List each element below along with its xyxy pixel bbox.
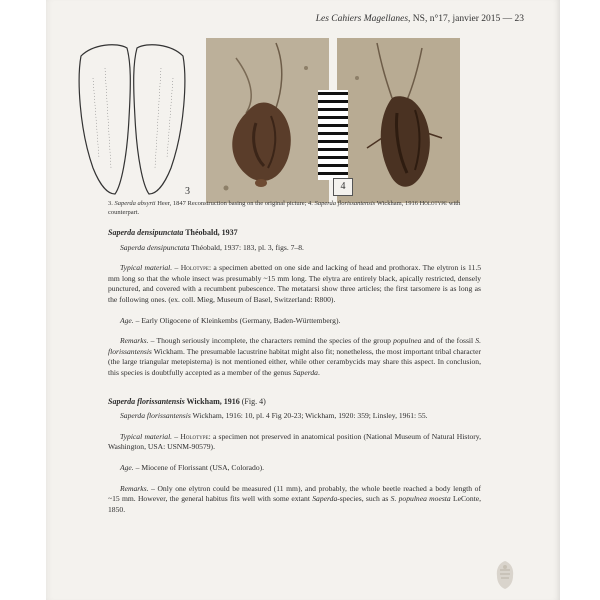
typical-material-label: Typical material. [120,263,173,273]
caption-text-3: Heer, 1847 Reconstruction basing on the original picture; 4. [155,200,315,207]
remarks-text: -species, such as [337,494,391,504]
fossil-photo-right [337,38,460,203]
caption-species-4: Saperda florissantensis [314,200,376,207]
heading-species: Saperda densipunctata [108,228,184,237]
reference-species: Saperda densipunctata [120,242,190,252]
scale-bar [318,90,348,180]
typical-material-paragraph [108,432,481,453]
section-heading-densipunctata [108,228,481,239]
figure-3-number: 3 [185,186,190,197]
caption-species-3: Saperda absyrti [114,200,156,207]
remarks-species-name: S. florissantensis [108,336,481,356]
remarks-text: – Only one elytron could be measured (11 mm), and probably, the whole beetle reached a body length of ~15 mm. However, the general habitus fits well with some extant [108,483,481,504]
remarks-genus-name: Saperda [292,367,318,377]
reference-line [108,411,481,422]
remarks-paragraph [108,336,481,378]
holotype-label: Holotype [180,263,209,273]
fossil-specimen-left [206,38,329,203]
heading-author: Théobald, 1937 [183,228,238,237]
reference-species: Saperda florissantensis [120,411,191,421]
typical-material-label: Typical material. [120,431,173,441]
remarks-text: . [317,367,320,377]
heading-author: Wickham, 1916 [184,396,240,406]
pharaoh-stamp-icon [494,560,516,590]
figure-caption [108,199,468,217]
caption-fig3-number: 3. [108,200,115,207]
article-body [108,228,481,525]
holotype-label: Holotype [180,431,209,441]
fossil-photo-left [206,38,329,203]
remarks-text: – Though seriously incomplete, the characters remind the species of the group [148,336,394,346]
reference-citation: Théobald, 1937: 183, pl. 3, figs. 7–8. [189,242,304,252]
typical-material-text: : a specimen abetted on one side and lacking of head and prothorax. The elytron is 11.5 mm long so that the whole insect was presumably ~15 mm long. The elytra are entirely black, apically restricted, densely punctured, and covered with a recumbent pubescence. The metatarsi show three articles; the first tarsomere is as long as the following ones. (ex. coll. Mieg, Museum of Basel, Switzerland: R800). [108,263,482,304]
issue-info: , NS, n°17, janvier 2015 — 23 [408,14,524,24]
running-header [316,14,524,24]
age-text: – Early Oligocene of Kleinkembs (Germany, Baden-Württemberg). [133,315,341,325]
section-heading-florissantensis [108,397,481,408]
age-paragraph [108,316,481,327]
age-paragraph [108,463,481,474]
remarks-paragraph [108,484,481,516]
figure-4-number: 4 [333,178,353,196]
remarks-genus-name: Saperda [312,494,338,504]
typical-material-paragraph [108,263,481,305]
remarks-species-name: S. populnea moesta [390,494,451,504]
heading-species: Saperda florissantensis [108,396,185,406]
caption-end: with counterpart. [108,200,461,216]
dash: – [172,431,181,441]
remarks-text: Wickham. The presumable lacustrine habitat might also fit; nonetheless, the most important tribal character (the large triangular metepisterna) is not mentioned either, while other cerambycids may share this aspect. In conclusion, this species is doubtfully accepted as a member of the genus [108,346,481,377]
fossil-specimen-right [337,38,460,203]
age-label: Age. [120,462,134,472]
caption-text-4: Wickham, 1916 [375,200,420,207]
heading-figure-ref: (Fig. 4) [239,396,266,406]
remarks-label: Remarks. [120,483,149,493]
caption-holotype: Holotype [419,200,448,207]
reference-line [108,243,481,254]
remarks-group-name: populnea [393,336,422,346]
journal-name: Les Cahiers Magellanes [315,14,409,24]
reference-citation: Wickham, 1916: 10, pl. 4 Fig 20-23; Wickham, 1920: 359; Linsley, 1961: 55. [190,411,428,421]
age-label: Age. [120,315,134,325]
typical-material-text: : a specimen not preserved in anatomical position (National Museum of Natural History, Washington, USA: USNM-90579). [108,431,481,452]
dash: – [172,263,181,273]
remarks-text: LeConte, 1850. [108,494,482,514]
remarks-label: Remarks. [120,336,149,346]
age-text: – Miocene of Florissant (USA, Colorado). [133,462,265,472]
elytra-drawing [71,38,203,198]
remarks-text: and of the fossil [421,336,476,346]
